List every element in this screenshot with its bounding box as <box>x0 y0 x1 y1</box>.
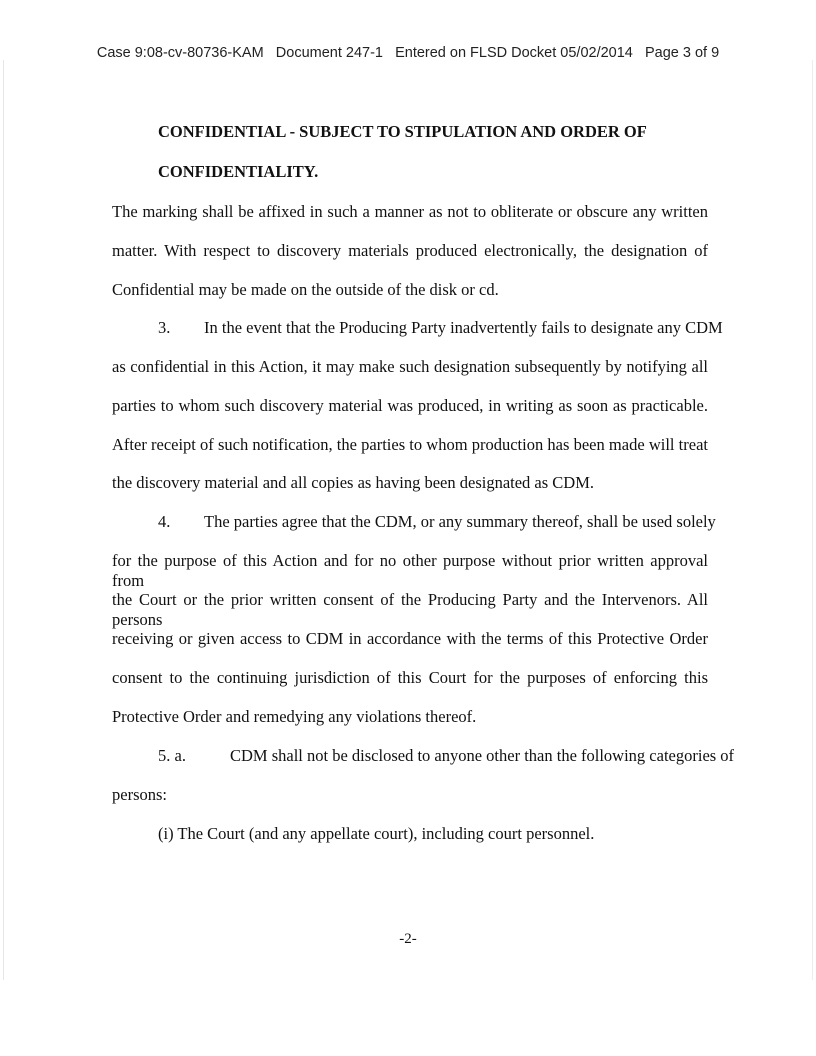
paragraph-4-line-2: for the purpose of this Action and for no other purpose without prior written approval from <box>112 551 708 590</box>
paragraph-4-line-4: receiving or given access to CDM in accordance with the terms of this Protective Order <box>112 629 708 648</box>
paragraph-4-line-1: The parties agree that the CDM, or any summary thereof, shall be used solely <box>204 512 716 531</box>
paragraph-3-line-2: as confidential in this Action, it may make such designation subsequently by notifying all <box>112 357 708 376</box>
docket-header <box>0 45 816 61</box>
marking-paragraph-line-1: The marking shall be affixed in such a manner as not to obliterate or obscure any written <box>112 202 708 221</box>
confidential-heading-line-1: CONFIDENTIAL - SUBJECT TO STIPULATION AND ORDER OF <box>158 122 647 141</box>
paragraph-5a-line-2: persons: <box>112 785 167 804</box>
paragraph-3-number: 3. <box>158 318 171 337</box>
page-number: -2- <box>399 931 417 947</box>
item-i-court: (i) The Court (and any appellate court), including court personnel. <box>158 824 595 843</box>
paragraph-4-line-3: the Court or the prior written consent of the Producing Party and the Intervenors. All persons <box>112 590 708 629</box>
header-entered-date: Entered on FLSD Docket 05/02/2014 <box>395 45 633 61</box>
confidential-heading-line-2: CONFIDENTIALITY. <box>158 162 319 181</box>
header-document-number: Document 247-1 <box>275 45 383 61</box>
header-case-number: Case 9:08-cv-80736-KAM <box>96 45 264 61</box>
paragraph-5a-line-1: CDM shall not be disclosed to anyone other than the following categories of <box>230 746 735 765</box>
paragraph-5a-first-line <box>158 746 734 766</box>
paragraph-4-number: 4. <box>158 512 171 531</box>
paragraph-3-line-5: the discovery material and all copies as having been designated as CDM. <box>112 473 595 492</box>
paragraph-4-line-5: consent to the continuing jurisdiction of this Court for the purposes of enforcing this <box>112 668 708 687</box>
paragraph-3-first-line <box>158 318 723 338</box>
paragraph-3-line-3: parties to whom such discovery material was produced, in writing as soon as practicable. <box>112 396 708 415</box>
paragraph-5a-number: 5. a. <box>158 746 186 765</box>
paragraph-4-line-6: Protective Order and remedying any violations thereof. <box>112 707 477 726</box>
paragraph-4-first-line <box>158 512 716 532</box>
marking-paragraph-line-2: matter. With respect to discovery materials produced electronically, the designation of <box>112 241 708 260</box>
marking-paragraph-line-3: Confidential may be made on the outside of the disk or cd. <box>112 280 499 299</box>
paragraph-3-line-4: After receipt of such notification, the parties to whom production has been made will treat <box>112 435 708 454</box>
header-page-count: Page 3 of 9 <box>644 45 720 61</box>
scan-edge-right <box>812 60 813 980</box>
paragraph-3-line-1: In the event that the Producing Party inadvertently fails to designate any CDM <box>204 318 723 337</box>
scan-edge-left <box>3 60 4 980</box>
